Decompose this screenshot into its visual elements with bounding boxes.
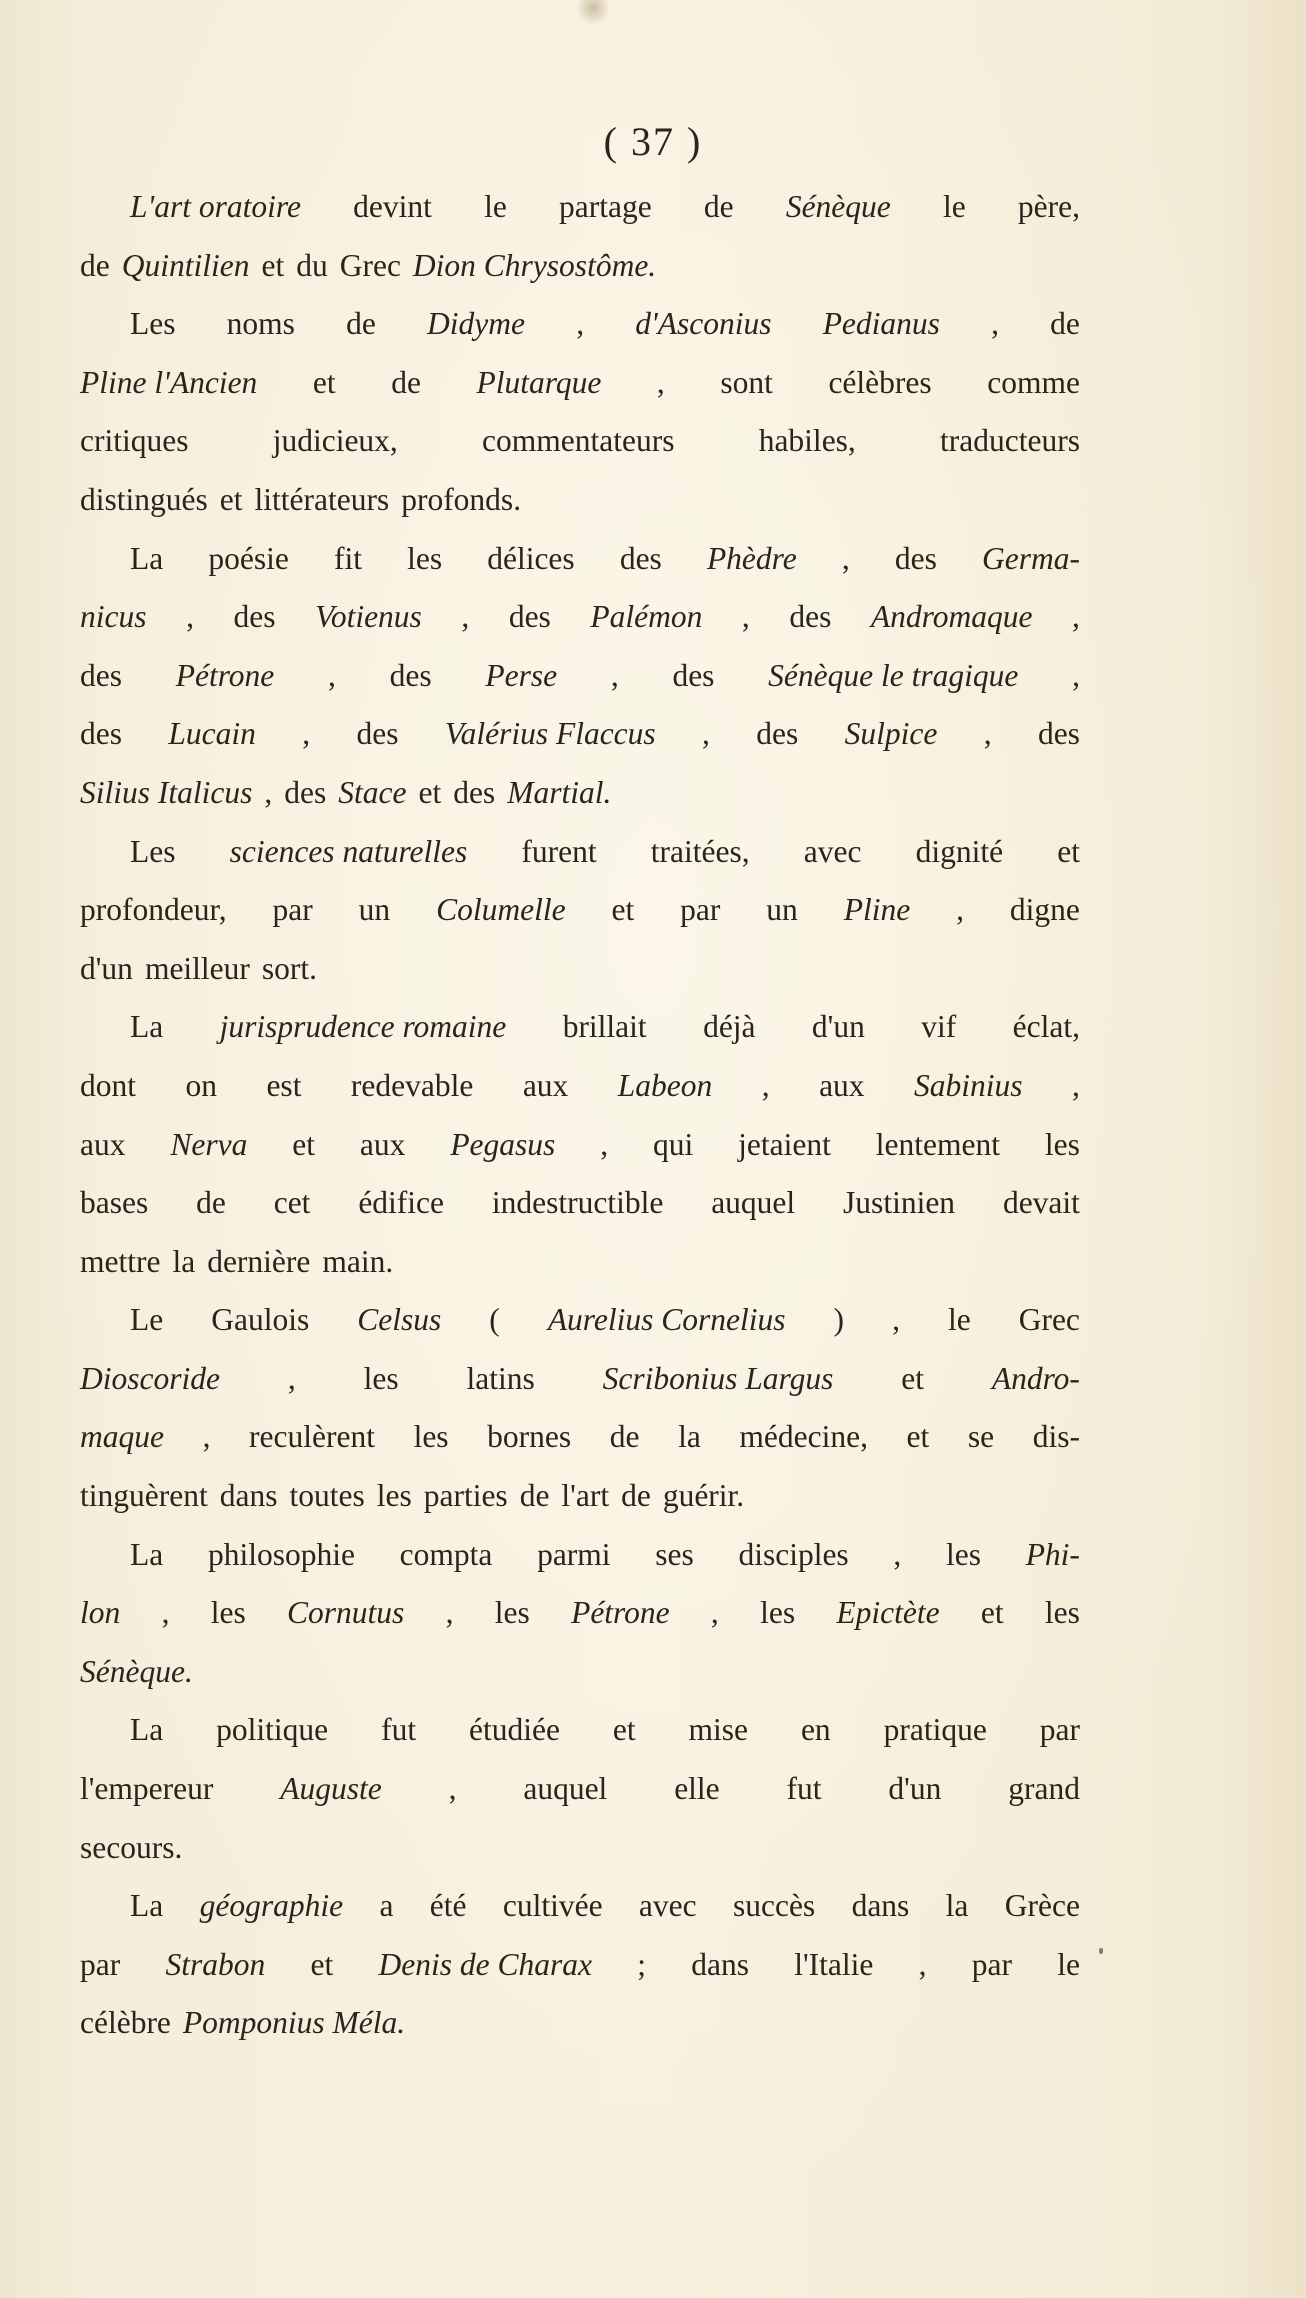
word: compta — [399, 1536, 493, 1572]
italic-name: Labeon — [617, 1067, 713, 1103]
italic-name: Pedianus — [822, 306, 940, 342]
italic-name: Auguste — [280, 1771, 382, 1807]
text-line — [80, 295, 1080, 354]
word: ) — [833, 1302, 845, 1338]
italic-name: d'Asconius — [635, 306, 772, 342]
italic-name: Phèdre — [706, 540, 797, 576]
word: indestructible — [491, 1185, 664, 1221]
word: les — [413, 1419, 449, 1455]
word: Grec — [1018, 1302, 1080, 1338]
word: Les — [130, 306, 176, 342]
italic-name: Dion Chrysostôme. — [412, 247, 657, 283]
word: , — [1072, 599, 1080, 635]
word: bases — [80, 1185, 149, 1221]
text-line — [80, 1701, 1080, 1760]
text-line — [80, 1233, 1080, 1292]
word: des — [356, 716, 399, 752]
italic-name: Epictète — [836, 1595, 940, 1631]
word: la — [172, 1243, 196, 1279]
italic-name: Sénèque — [785, 189, 891, 224]
italic-name: Phi- — [1025, 1536, 1080, 1572]
word: et — [901, 1360, 924, 1396]
word: parmi — [537, 1536, 611, 1572]
italic-name: Didyme — [427, 306, 526, 342]
italic-name: lon — [80, 1595, 121, 1631]
word: éclat, — [1012, 1009, 1080, 1045]
word: de — [519, 1478, 550, 1514]
italic-name: Sénèque le tragique — [768, 657, 1019, 693]
text-line — [80, 1819, 1080, 1878]
word: l'empereur — [80, 1771, 214, 1807]
word: et — [980, 1595, 1004, 1631]
word: un — [358, 892, 391, 928]
word: dont — [80, 1067, 137, 1103]
word: père, — [1017, 189, 1080, 224]
word: se — [967, 1419, 995, 1455]
word: , — [893, 1536, 902, 1572]
italic-name: Pétrone — [571, 1595, 670, 1631]
word: des — [80, 716, 122, 752]
word: un — [766, 892, 798, 928]
text-line — [80, 1584, 1080, 1643]
word: dignité — [915, 833, 1004, 869]
word: , — [328, 657, 336, 693]
word: redevable — [350, 1067, 474, 1103]
word: d'un — [80, 950, 133, 986]
word: de — [609, 1419, 640, 1455]
word: du — [296, 247, 328, 283]
word: La — [130, 1009, 164, 1045]
italic-name: Nerva — [170, 1126, 248, 1162]
word: partage — [559, 189, 652, 224]
word: l'Italie — [794, 1946, 874, 1982]
word: et — [219, 481, 243, 517]
text-line — [80, 178, 1080, 237]
word: littérateurs — [254, 481, 390, 517]
italic-name: sciences naturelles — [229, 833, 468, 869]
text-line — [80, 1936, 1080, 1995]
word: , — [761, 1067, 770, 1103]
word: furent — [521, 833, 597, 869]
text-line — [80, 1994, 1080, 2053]
word: en — [800, 1712, 831, 1748]
text-line — [80, 1057, 1080, 1116]
word: les — [1044, 1595, 1080, 1631]
word: lentement — [875, 1126, 1000, 1162]
italic-name: Germa- — [981, 540, 1080, 576]
word: sont — [720, 364, 773, 400]
word: pratique — [883, 1712, 987, 1748]
word: des — [789, 599, 832, 635]
word: avec — [638, 1888, 697, 1924]
text-line — [80, 1291, 1080, 1350]
word: des — [894, 540, 937, 576]
word: de — [1050, 306, 1080, 342]
word: devint — [353, 189, 432, 224]
word: ses — [655, 1536, 694, 1572]
word: étudiée — [469, 1712, 560, 1748]
word: des — [284, 774, 327, 810]
word: , — [302, 716, 311, 752]
word: est — [266, 1067, 302, 1103]
word: philosophie — [207, 1536, 355, 1572]
italic-name: Silius Italicus — [80, 774, 253, 810]
word: ( — [489, 1302, 500, 1338]
word: déjà — [703, 1009, 756, 1045]
italic-name: Sabinius — [914, 1067, 1023, 1103]
word: secours. — [80, 1829, 183, 1865]
word: d'un — [811, 1009, 865, 1045]
italic-name: Scribonius Largus — [602, 1360, 834, 1396]
word: la — [945, 1888, 969, 1924]
word: les — [760, 1595, 796, 1631]
italic-name: Martial. — [507, 774, 612, 810]
word: habiles, — [758, 423, 856, 459]
text-line — [80, 1877, 1080, 1936]
word: devait — [1002, 1185, 1080, 1221]
italic-name: géographie — [199, 1888, 344, 1924]
text-line — [80, 1643, 1080, 1702]
word: bornes — [487, 1419, 572, 1455]
word: , — [918, 1946, 927, 1982]
word: , — [445, 1595, 454, 1631]
word: les — [407, 540, 443, 576]
word: le — [942, 189, 966, 224]
text-line — [80, 1116, 1080, 1175]
word: cultivée — [502, 1888, 603, 1924]
word: Gaulois — [211, 1302, 310, 1338]
italic-name: Columelle — [436, 892, 566, 928]
ink-speck — [1099, 1948, 1103, 1954]
word: aux — [522, 1067, 569, 1103]
word: des — [389, 657, 432, 693]
ink-stain — [578, 0, 608, 26]
italic-name: Votienus — [315, 599, 422, 635]
word: dans — [691, 1946, 749, 1982]
word: , — [710, 1595, 719, 1631]
word: , — [892, 1302, 900, 1338]
word: de — [80, 247, 110, 283]
italic-name: Pline — [843, 892, 911, 928]
word: fut — [381, 1712, 417, 1748]
word: dernière — [207, 1243, 311, 1279]
word: et — [611, 892, 635, 928]
italic-name: Stace — [338, 774, 407, 810]
word: aux — [819, 1067, 865, 1103]
word: les — [494, 1595, 530, 1631]
text-line — [80, 764, 1080, 823]
word: qui — [653, 1126, 694, 1162]
italic-name: Pline l'Ancien — [80, 364, 258, 400]
word: des — [756, 716, 799, 752]
word: de — [196, 1185, 226, 1221]
word: La — [130, 1712, 164, 1748]
word: les — [363, 1360, 399, 1396]
italic-name: Aurelius Cornelius — [547, 1302, 786, 1338]
word: célèbre — [80, 2005, 171, 2041]
italic-name: jurisprudence romaine — [219, 1009, 507, 1045]
text-line — [80, 823, 1080, 882]
word: disciples — [738, 1536, 849, 1572]
word: brillait — [562, 1009, 647, 1045]
text-line — [80, 940, 1080, 999]
word: fit — [333, 540, 362, 576]
italic-name: Pomponius Méla. — [182, 2005, 406, 2041]
word: délices — [487, 540, 575, 576]
word: distingués — [80, 481, 208, 517]
word: des — [619, 540, 662, 576]
word: par — [971, 1946, 1012, 1982]
word: politique — [216, 1712, 329, 1748]
word: , — [448, 1771, 457, 1807]
italic-name: Strabon — [165, 1946, 266, 1982]
word: on — [185, 1067, 217, 1103]
word: , — [600, 1126, 609, 1162]
word: de — [346, 306, 376, 342]
word: par — [80, 1946, 121, 1982]
word: profonds. — [401, 481, 522, 517]
word: de — [391, 364, 421, 400]
word: judicieux, — [272, 423, 398, 459]
text-line — [80, 1408, 1080, 1467]
word: des — [1037, 716, 1080, 752]
word: elle — [674, 1771, 720, 1807]
italic-name: nicus — [80, 599, 147, 635]
word: , — [956, 892, 964, 928]
text-line — [80, 1174, 1080, 1233]
word: les — [945, 1536, 981, 1572]
word: auquel — [523, 1771, 608, 1807]
word: et — [612, 1712, 636, 1748]
word: de — [703, 189, 734, 224]
word: traitées, — [650, 833, 750, 869]
word: le — [947, 1302, 971, 1338]
word: des — [80, 657, 122, 693]
word: vif — [921, 1009, 957, 1045]
word: Justinien — [843, 1185, 956, 1221]
text-line — [80, 1350, 1080, 1409]
word: reculèrent — [249, 1419, 375, 1455]
word: la — [678, 1419, 701, 1455]
word: , — [287, 1360, 296, 1396]
text-line — [80, 237, 1080, 296]
italic-name: Palémon — [590, 599, 703, 635]
italic-name: Quintilien — [121, 247, 250, 283]
italic-name: Denis de Charax — [378, 1946, 592, 1982]
word: , — [576, 306, 585, 342]
word: critiques — [80, 423, 189, 459]
word: toutes — [289, 1478, 365, 1514]
italic-name: Sénèque. — [80, 1653, 193, 1689]
word: latins — [466, 1360, 535, 1396]
word: mise — [688, 1712, 749, 1748]
text-line — [80, 412, 1080, 471]
text-line — [80, 1760, 1080, 1819]
text-line — [80, 647, 1080, 706]
italic-name: Celsus — [357, 1302, 442, 1338]
word: médecine, — [739, 1419, 868, 1455]
word: tinguèrent — [80, 1478, 208, 1514]
word: et — [418, 774, 442, 810]
word: d'un — [888, 1771, 942, 1807]
word: meilleur — [144, 950, 250, 986]
word: , — [741, 599, 750, 635]
word: auquel — [711, 1185, 796, 1221]
word: et — [312, 364, 336, 400]
word: commentateurs — [482, 423, 675, 459]
word: La — [130, 1888, 164, 1924]
word: l'art — [561, 1478, 610, 1514]
word: dans — [219, 1478, 278, 1514]
italic-name: Valérius Flaccus — [444, 716, 656, 752]
word: des — [672, 657, 715, 693]
word: jetaient — [738, 1126, 831, 1162]
word: , — [991, 306, 999, 342]
italic-name: Lucain — [168, 716, 256, 752]
word: fut — [786, 1771, 822, 1807]
word: mettre — [80, 1243, 161, 1279]
word: avec — [803, 833, 862, 869]
word: , — [1072, 657, 1080, 693]
word: des — [508, 599, 551, 635]
word: le — [1057, 1946, 1080, 1982]
body-text — [80, 178, 1080, 2053]
word: , — [702, 716, 710, 752]
word: , — [202, 1419, 211, 1455]
word: guérir. — [662, 1478, 745, 1514]
word: comme — [987, 364, 1080, 400]
italic-name: Pegasus — [450, 1126, 556, 1162]
italic-name: Plutarque — [476, 364, 602, 400]
word: digne — [1009, 892, 1080, 928]
italic-name: L'art oratoire — [130, 189, 301, 224]
word: édifice — [358, 1185, 444, 1221]
word: traducteurs — [940, 423, 1080, 459]
word: parties — [423, 1478, 508, 1514]
text-line — [80, 588, 1080, 647]
word: , — [461, 599, 470, 635]
word: , — [186, 599, 194, 635]
word: aux — [80, 1126, 126, 1162]
word: par — [680, 892, 721, 928]
page-number: ( 37 ) — [603, 119, 703, 164]
italic-name: Perse — [485, 657, 558, 693]
word: Grèce — [1004, 1888, 1080, 1924]
word: et — [261, 247, 285, 283]
word: sort. — [261, 950, 318, 986]
word: main. — [322, 1243, 394, 1279]
text-line — [80, 1526, 1080, 1585]
text-line — [80, 530, 1080, 589]
word: , — [656, 364, 665, 400]
word: Les — [130, 833, 176, 869]
word: par — [272, 892, 313, 928]
word: dis- — [1032, 1419, 1080, 1455]
word: , — [1072, 1067, 1080, 1103]
italic-name: Pétrone — [175, 657, 275, 693]
word: les — [210, 1595, 246, 1631]
word: et — [292, 1126, 316, 1162]
word: grand — [1008, 1771, 1080, 1807]
word: et — [906, 1419, 930, 1455]
word: célèbres — [828, 364, 932, 400]
word: La — [130, 1536, 164, 1572]
text-line — [80, 1467, 1080, 1526]
word: profondeur, — [80, 892, 227, 928]
text-line — [80, 471, 1080, 530]
word: de — [621, 1478, 651, 1514]
word: , — [610, 657, 619, 693]
word: , — [841, 540, 850, 576]
italic-name: Andro- — [991, 1360, 1080, 1396]
word: Grec — [339, 247, 401, 283]
word: , — [983, 716, 992, 752]
word: cet — [273, 1185, 311, 1221]
word: aux — [359, 1126, 406, 1162]
italic-name: maque — [80, 1419, 164, 1455]
text-line — [80, 881, 1080, 940]
italic-name: Sulpice — [844, 716, 938, 752]
word: , — [264, 774, 273, 810]
italic-name: Cornutus — [287, 1595, 405, 1631]
word: poésie — [208, 540, 289, 576]
word: et — [1057, 833, 1080, 869]
word: , — [161, 1595, 170, 1631]
italic-name: Andromaque — [870, 599, 1033, 635]
word: noms — [226, 306, 295, 342]
word: le — [484, 189, 507, 224]
word: des — [453, 774, 496, 810]
text-line — [80, 998, 1080, 1057]
word: les — [1044, 1126, 1080, 1162]
word: La — [130, 540, 164, 576]
text-line — [80, 705, 1080, 764]
word: Le — [130, 1302, 164, 1338]
word: les — [376, 1478, 412, 1514]
word: des — [233, 599, 276, 635]
word: et — [310, 1946, 334, 1982]
word: été — [429, 1888, 467, 1924]
word: a — [379, 1888, 394, 1924]
word: ; — [637, 1946, 646, 1982]
word: par — [1039, 1712, 1080, 1748]
italic-name: Dioscoride — [80, 1360, 220, 1396]
word: dans — [851, 1888, 910, 1924]
text-line — [80, 354, 1080, 413]
word: succès — [732, 1888, 816, 1924]
